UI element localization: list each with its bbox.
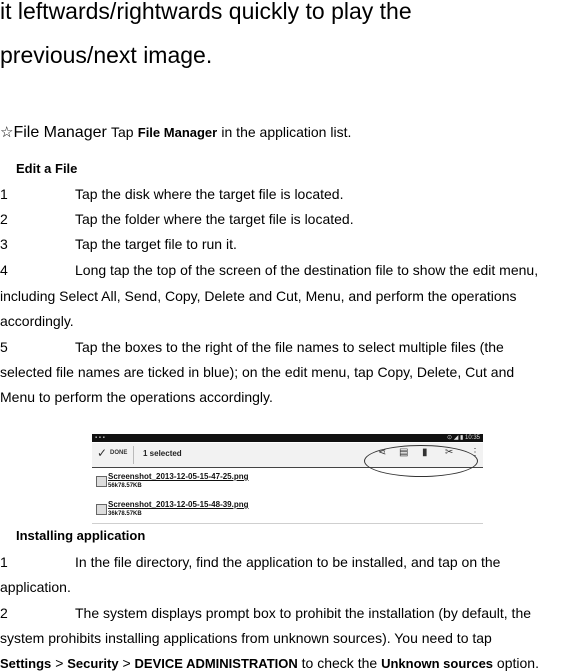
option-word: option. [496, 655, 539, 671]
step-number: 2 [0, 211, 8, 227]
settings-ref: Settings [0, 656, 52, 671]
done-button[interactable]: DONE [110, 450, 128, 456]
device-administration-ref: DEVICE ADMINISTRATION [134, 656, 298, 671]
share-icon[interactable]: ⋖ [378, 447, 387, 458]
file-icon [96, 504, 107, 515]
file-size: 56k78.57KB [108, 483, 142, 489]
file-manager-screenshot [92, 434, 483, 524]
step-text-cont: Menu to perform the operations accordingly. [0, 389, 273, 405]
step-number: 1 [0, 554, 8, 570]
selected-count-dropdown[interactable]: 1 selected [143, 449, 182, 458]
edit-toolbar [92, 443, 483, 468]
file-icon [96, 476, 107, 487]
step-number: 2 [0, 605, 8, 621]
copy-icon[interactable]: ▤ [399, 447, 409, 458]
file-name: Screenshot_2013-12-05-15-47-25.png [108, 472, 249, 481]
file-row[interactable] [92, 468, 483, 494]
edit-file-heading: Edit a File [16, 161, 78, 176]
intro-line-1: it leftwards/rightwards quickly to play the [0, 0, 412, 24]
step-number: 4 [0, 262, 8, 278]
file-manager-line [0, 123, 351, 142]
file-name: Screenshot_2013-12-05-15-48-39.png [108, 500, 249, 509]
step-text: Tap the boxes to the right of the file names to select multiple files (the [75, 339, 504, 355]
step-text: Tap the folder where the target file is located. [75, 211, 354, 227]
file-manager-rest: in the application list. [221, 124, 352, 140]
security-ref: Security [67, 656, 119, 671]
cut-icon[interactable]: ✂ [445, 447, 454, 458]
step-number: 1 [0, 186, 8, 202]
status-left: ▪ ▪ ▪ [95, 435, 105, 441]
toolbar-divider [133, 446, 134, 464]
check-text: to check the [301, 655, 378, 671]
file-size: 36k78.57KB [108, 511, 142, 517]
settings-path-line [0, 655, 539, 671]
checkmark-icon[interactable]: ✓ [97, 446, 108, 460]
status-bar [92, 434, 483, 442]
path-separator: > [122, 655, 131, 671]
step-text-cont: accordingly. [0, 313, 74, 329]
star-icon: ☆ [0, 124, 14, 141]
status-right: ⊙ ◢ ▮ 10:35 [447, 435, 480, 441]
step-text-cont: selected file names are ticked in blue); on the edit menu, tap Copy, Delete, Cut and [0, 364, 515, 380]
step-text: Tap the disk where the target file is located. [75, 186, 344, 202]
file-manager-heading: File Manager [13, 124, 107, 141]
unknown-sources-ref: Unknown sources [381, 656, 494, 671]
installing-heading: Installing application [16, 528, 146, 543]
file-manager-ref: File Manager [137, 125, 218, 140]
step-number: 5 [0, 339, 8, 355]
step-text: Tap the target file to run it. [75, 236, 237, 252]
step-text: Long tap the top of the screen of the destination file to show the edit menu, [75, 262, 539, 278]
step-number: 3 [0, 236, 8, 252]
tap-word: Tap [111, 124, 134, 140]
step-text-cont: including Select All, Send, Copy, Delete and Cut, Menu, and perform the operations [0, 288, 517, 304]
path-separator: > [55, 655, 64, 671]
step-text: In the file directory, find the application to be installed, and tap on the [75, 554, 501, 570]
step-text-cont: application. [0, 579, 71, 595]
step-text-cont: system prohibits installing applications from unknown sources). You need to tap [0, 630, 492, 646]
menu-icon[interactable]: ⋮ [470, 447, 480, 458]
step-text: The system displays prompt box to prohibit the installation (by default, the [75, 605, 532, 621]
file-row[interactable] [92, 496, 483, 522]
intro-line-2: previous/next image. [0, 42, 213, 68]
delete-icon[interactable]: ▮ [422, 447, 428, 458]
